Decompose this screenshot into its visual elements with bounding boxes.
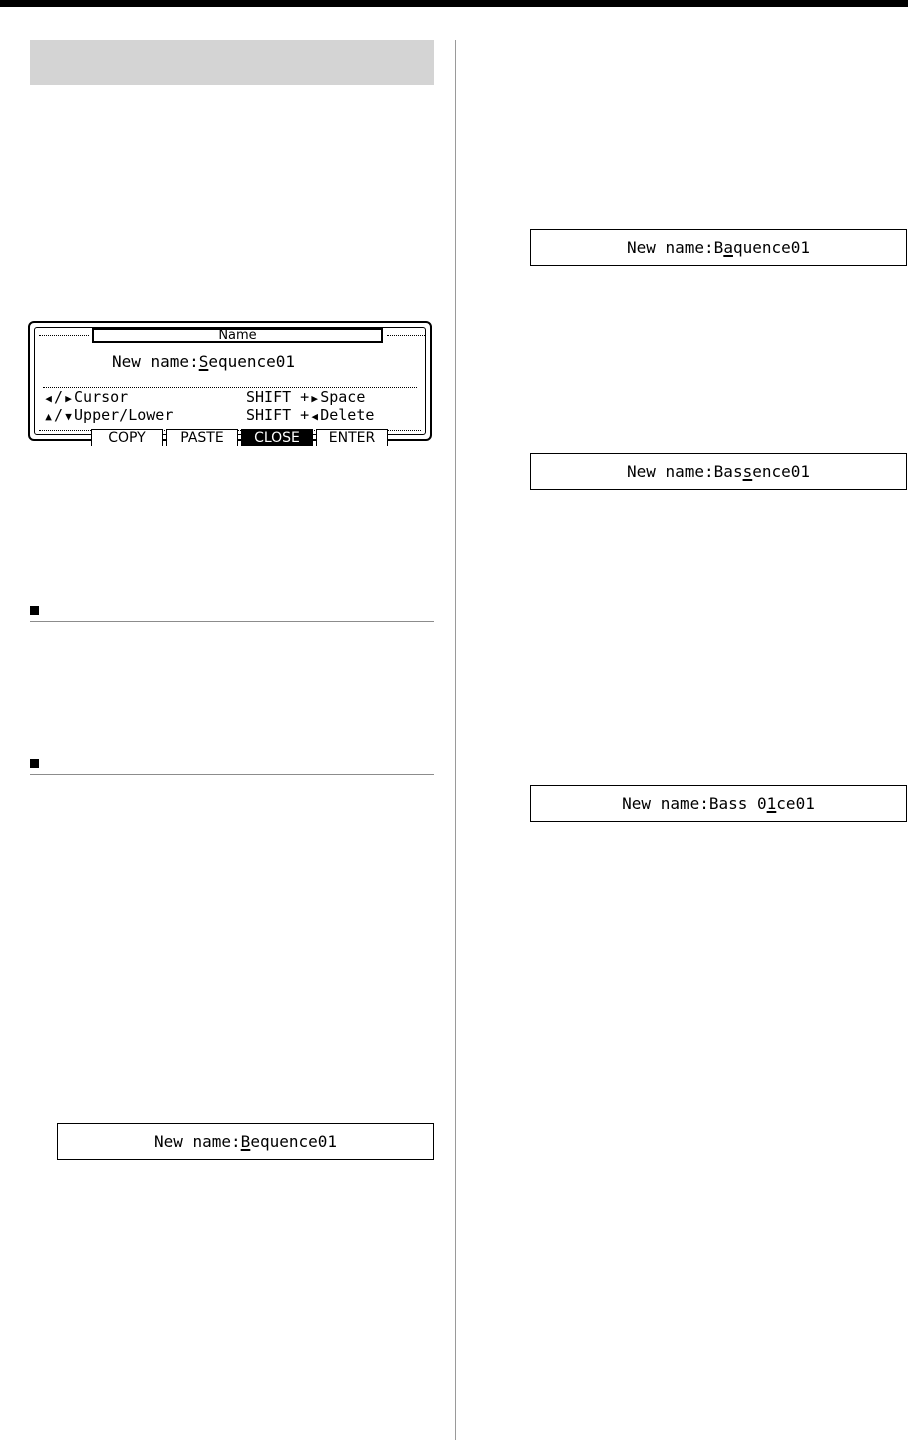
- copy-button[interactable]: COPY: [91, 429, 163, 446]
- subsection-marker: [30, 759, 39, 768]
- dialog-title: Name: [92, 328, 383, 343]
- title-stripe-right: [387, 335, 425, 336]
- name-dialog-screen: [28, 321, 432, 446]
- enter-button[interactable]: ENTER: [316, 429, 388, 446]
- name-display-step-1: [57, 1123, 434, 1160]
- arrow-right-icon: ▶: [311, 392, 319, 405]
- close-button[interactable]: CLOSE: [241, 429, 313, 446]
- name-before-cursor: Bas: [713, 462, 743, 481]
- help-row-cursor: ◀ / ▶ Cursor: [43, 389, 128, 407]
- name-dialog-frame: [34, 327, 426, 446]
- name-cursor-char: a: [723, 238, 733, 257]
- help-shift-space: [246, 389, 365, 407]
- softkey-row: [91, 429, 391, 446]
- name-prompt: New name:: [622, 794, 709, 813]
- help-space-label: Space: [320, 388, 366, 406]
- name-display-step-4: [530, 785, 907, 822]
- name-display-step-2: [530, 229, 907, 266]
- subsection-rule: [30, 621, 434, 622]
- name-cursor-char: B: [240, 1132, 251, 1151]
- name-prompt: New name:: [626, 238, 714, 257]
- name-prompt: New name:: [626, 462, 714, 481]
- help-case-label: Upper/Lower: [74, 406, 174, 424]
- arrow-left-icon: ◀: [45, 392, 52, 405]
- help-row-case: ▲ / ▼ Upper/Lower: [43, 407, 173, 425]
- help-shift-prefix: SHIFT +: [246, 388, 310, 406]
- name-value: equence01: [208, 352, 296, 371]
- arrow-up-icon: ▲: [45, 410, 52, 423]
- help-shift-prefix: SHIFT +: [246, 406, 310, 424]
- top-rule: [0, 0, 908, 7]
- paste-button[interactable]: PASTE: [166, 429, 238, 446]
- name-before-cursor: Bass 0: [708, 794, 767, 813]
- name-after-cursor: ce01: [776, 794, 815, 813]
- help-cursor-label: Cursor: [74, 388, 129, 406]
- help-delete-label: Delete: [320, 406, 375, 424]
- name-after-cursor: quence01: [732, 238, 811, 257]
- name-before-cursor: B: [713, 238, 724, 257]
- subsection-rule: [30, 774, 434, 775]
- section-header-band: [30, 40, 434, 85]
- title-stripe-left: [39, 335, 89, 336]
- column-divider: [455, 40, 456, 1440]
- help-shift-delete: [246, 407, 374, 425]
- name-prompt: New name:: [153, 1132, 241, 1151]
- subsection-marker: [30, 606, 39, 615]
- name-after-cursor: ence01: [752, 462, 811, 481]
- name-prompt: New name:: [112, 352, 199, 371]
- name-after-cursor: equence01: [250, 1132, 338, 1151]
- arrow-right-icon: ▶: [65, 392, 72, 405]
- arrow-left-icon: ◀: [311, 410, 319, 423]
- name-cursor-char: 1: [766, 794, 777, 813]
- name-field[interactable]: [112, 353, 295, 371]
- name-cursor-char: s: [742, 462, 753, 481]
- arrow-down-icon: ▼: [65, 410, 72, 423]
- name-display-step-3: [530, 453, 907, 490]
- name-cursor-char: S: [198, 352, 209, 371]
